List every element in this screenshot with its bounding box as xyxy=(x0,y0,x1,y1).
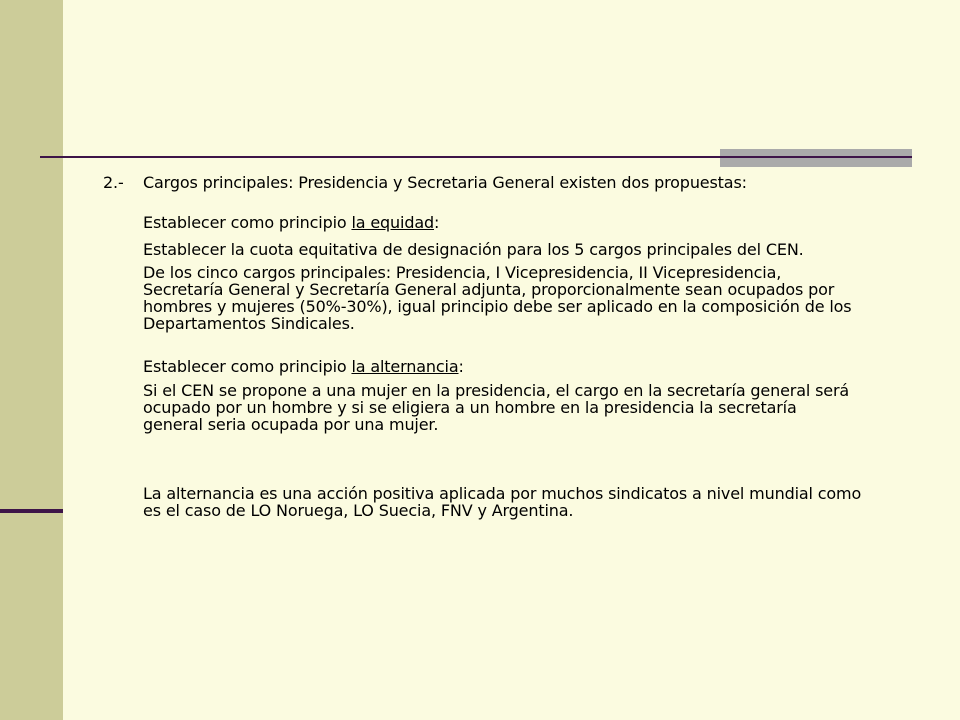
alternation-line-3: general seria ocupada por una mujer. xyxy=(143,415,439,434)
equity-quota-text: Establecer la cuota equitativa de designación para los 5 cargos principales del CEN. xyxy=(143,240,804,259)
equity-intro: Establecer como principio xyxy=(143,213,352,232)
five-posts-line-1: De los cinco cargos principales: Presidencia, I Vicepresidencia, II Vicepresidencia, xyxy=(143,263,782,282)
item-number: 2.- xyxy=(103,173,124,192)
item-heading: Cargos principales: Presidencia y Secretaria General existen dos propuestas: xyxy=(143,173,747,192)
positive-action-line-2: es el caso de LO Noruega, LO Suecia, FNV y Argentina. xyxy=(143,501,574,520)
alternation-intro: Establecer como principio xyxy=(143,357,352,376)
five-posts-line-4: Departamentos Sindicales. xyxy=(143,314,355,333)
alternation-colon: : xyxy=(458,357,464,376)
alternation-principle-line xyxy=(143,358,464,375)
equity-term: la equidad xyxy=(351,213,435,232)
alternation-line-2: ocupado por un hombre y si se eligiera a un hombre en la presidencia la secretaría xyxy=(143,398,797,417)
alternation-term: la alternancia xyxy=(351,357,459,376)
five-posts-line-2: Secretaría General y Secretaría General adjunta, proporcionalmente sean ocupados por xyxy=(143,280,835,299)
equity-colon: : xyxy=(434,213,440,232)
alternation-line-1: Si el CEN se propone a una mujer en la presidencia, el cargo en la secretaría general será xyxy=(143,381,850,400)
five-posts-line-3: hombres y mujeres (50%-30%), igual principio debe ser aplicado en la composición de los xyxy=(143,297,852,316)
positive-action-line-1: La alternancia es una acción positiva aplicada por muchos sindicatos a nivel mundial como xyxy=(143,484,862,503)
equity-principle-line xyxy=(143,214,439,231)
